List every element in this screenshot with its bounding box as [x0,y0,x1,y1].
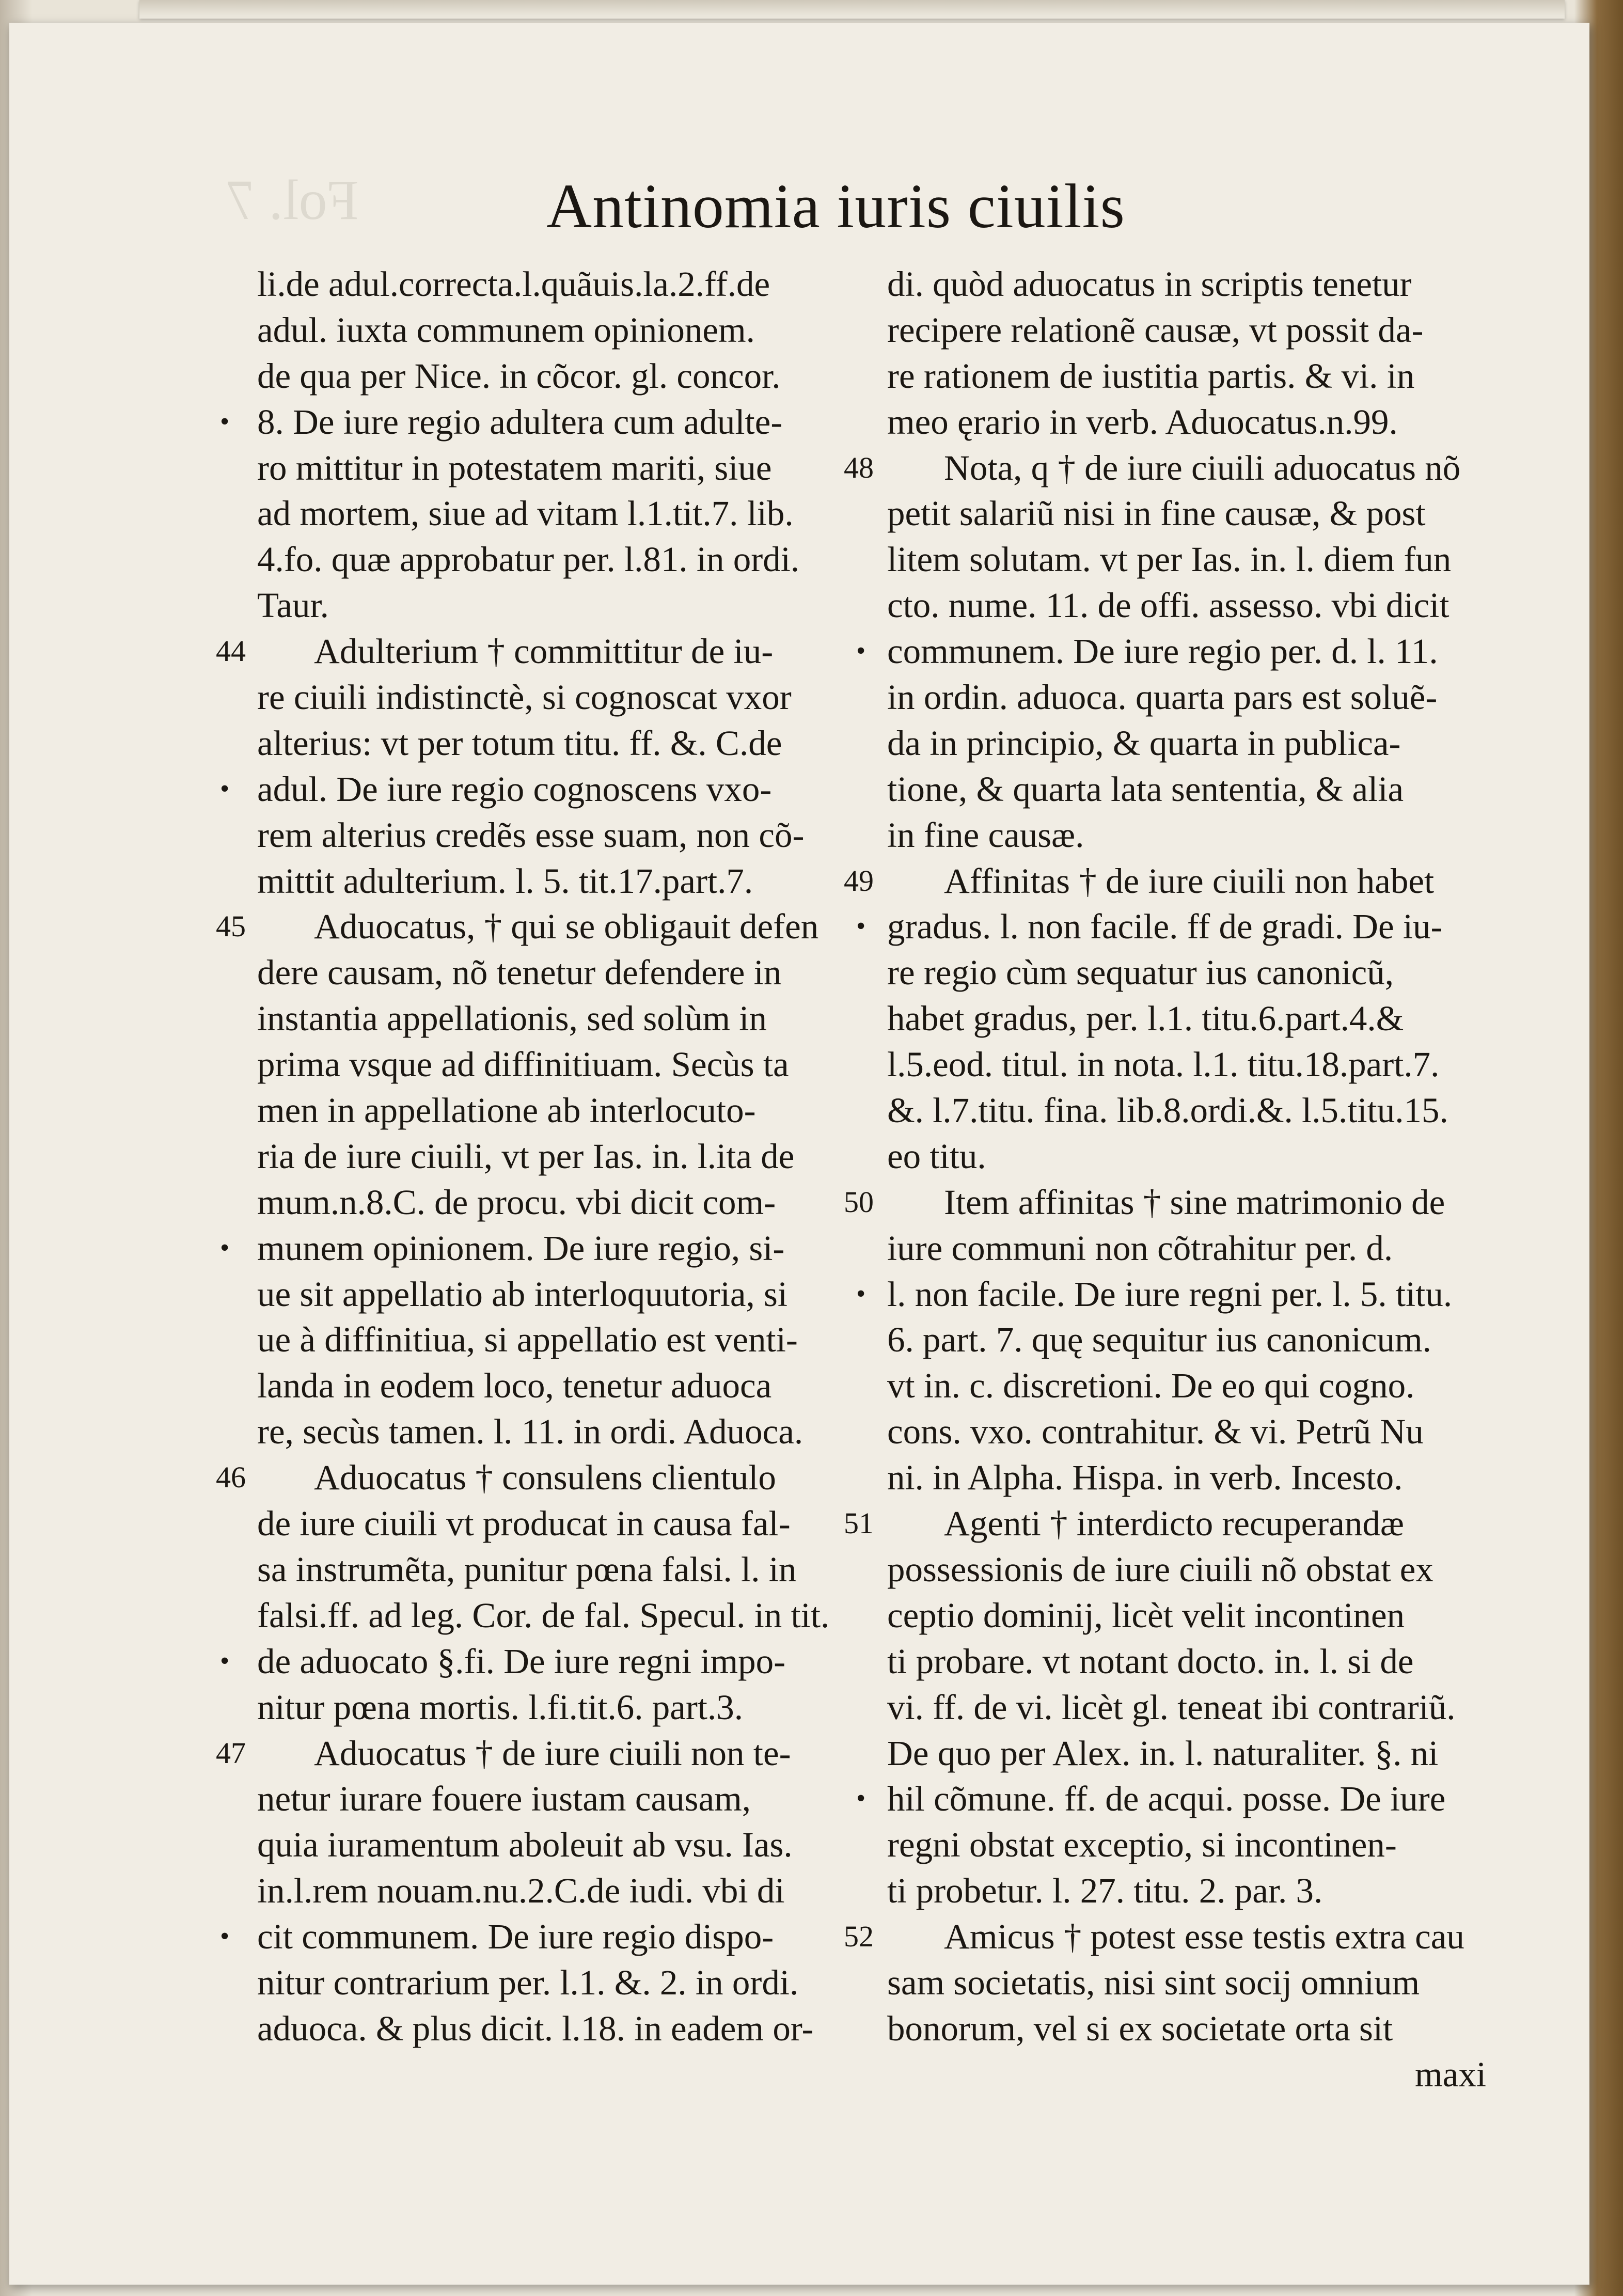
line-text: meo ęrario in verb. Aduocatus.n.99. [887,402,1398,442]
text-line [887,261,1507,307]
line-text: communem. De iure regio per. d. l. 11. [887,632,1438,671]
line-text: instantia appellationis, sed solùm in [257,999,767,1039]
line-text: recipere relationẽ causæ, vt possit da- [887,310,1424,350]
text-line [887,1409,1507,1455]
line-text: Amicus † potest esse testis extra cau [944,1917,1464,1957]
margin-bullet: • [220,1922,230,1952]
text-line [887,537,1507,583]
line-text: cons. vxo. contrahitur. & vi. Petrũ Nu [887,1412,1424,1452]
paragraph-number: 49 [844,863,874,898]
line-text: ue sit appellatio ab interloquutoria, si [257,1274,788,1314]
margin-bullet: • [856,1279,866,1309]
line-text: De quo per Alex. in. l. naturaliter. §. ni [887,1733,1439,1773]
text-line [220,1914,877,1960]
line-text: Item affinitas † sine matrimonio de [944,1182,1445,1222]
line-text: re, secùs tamen. l. 11. in ordi. Aduoca. [257,1412,803,1452]
line-text: men in appellatione ab interlocuto- [257,1091,756,1130]
text-line [216,904,877,950]
text-line [257,491,877,537]
line-text: re regio cùm sequatur ius canonicũ, [887,953,1394,993]
catchword: maxi [1415,2054,1486,2094]
text-line [257,307,877,353]
paragraph-number: 50 [844,1185,874,1219]
line-text: ti probare. vt notant docto. in. l. si de [887,1641,1414,1681]
line-text: de qua per Nice. in cõcor. gl. concor. [257,356,781,396]
text-line [887,1088,1507,1134]
text-line [257,812,877,858]
text-line [887,1685,1507,1731]
text-line [887,491,1507,537]
text-line [220,399,877,445]
line-text: litem solutam. vt per Ias. in. l. diem fun [887,540,1452,579]
line-text: re ciuili indistinctè, si cognoscat vxor [257,678,792,717]
line-text: hil cõmune. ff. de acqui. posse. De iure [887,1779,1446,1819]
line-text: habet gradus, per. l.1. titu.6.part.4.& [887,999,1404,1039]
text-line [887,1042,1507,1088]
text-line [844,445,1507,491]
paragraph-number: 48 [844,450,874,484]
text-line [257,1317,877,1363]
line-text: landa in eodem loco, tenetur aduoca [257,1366,772,1406]
text-line [844,1501,1507,1547]
line-text: aduoca. & plus dicit. l.18. in eadem or- [257,2008,814,2048]
line-text: 6. part. 7. quę sequitur ius canonicum. [887,1320,1431,1360]
text-line [257,1042,877,1088]
margin-bullet: • [856,911,866,941]
text-line [887,996,1507,1042]
text-line [887,1822,1507,1868]
line-text: nitur contrarium per. l.1. &. 2. in ordi. [257,1962,799,2002]
margin-bullet: • [220,406,230,436]
text-line [844,1914,1507,1960]
line-text: in ordin. aduoca. quarta pars est soluẽ- [887,678,1438,717]
line-text: prima vsque ad diffinitiuam. Secùs ta [257,1045,789,1084]
line-text: da in principio, & quarta in publica- [887,723,1401,763]
line-text: alterius: vt per totum titu. ff. &. C.de [257,723,782,763]
text-line [257,1685,877,1731]
text-line [257,674,877,720]
paragraph-number: 45 [216,909,246,943]
text-line [887,2006,1507,2052]
text-line [257,583,877,628]
line-text: mittit adulterium. l. 5. tit.17.part.7. [257,861,753,901]
text-line [257,1088,877,1134]
line-text: quia iuramentum aboleuit ab vsu. Ias. [257,1825,793,1865]
text-line [887,950,1507,996]
line-text: adul. De iure regio cognoscens vxo- [257,769,772,809]
line-text: Aduocatus † consulens clientulo [314,1458,776,1498]
text-line [257,537,877,583]
text-line [257,1822,877,1868]
running-head: Antinomia iuris ciuilis [546,171,1125,241]
text-line [257,1593,877,1639]
line-text: adul. iuxta communem opinionem. [257,310,755,350]
text-line [220,1639,877,1685]
text-line [887,2052,1507,2098]
paragraph-number: 47 [216,1736,246,1770]
text-line [887,1317,1507,1363]
line-text: Agenti † interdicto recuperandæ [944,1504,1404,1544]
text-line [257,858,877,904]
right-column [844,261,1507,2098]
text-line [887,399,1507,445]
line-text: sa instrumẽta, punitur pœna falsi. l. in [257,1549,797,1589]
line-text: in.l.rem nouam.nu.2.C.de iudi. vbi di [257,1871,785,1911]
text-line [887,1134,1507,1180]
margin-bullet: • [220,774,230,804]
line-text: nitur pœna mortis. l.fi.tit.6. part.3. [257,1687,743,1727]
line-text: ue à diffinitiua, si appellatio est venti- [257,1320,798,1360]
text-line [257,720,877,766]
margin-bullet: • [220,1233,230,1263]
text-line [257,2006,877,2052]
margin-bullet: • [856,1784,866,1814]
text-line [856,1776,1507,1822]
text-line [856,1271,1507,1317]
text-line [257,1134,877,1180]
line-text: ad mortem, siue ad vitam l.1.tit.7. lib. [257,494,794,533]
text-line [220,766,877,812]
line-text: Affinitas † de iure ciuili non habet [944,861,1435,901]
line-text: mum.n.8.C. de procu. vbi dicit com- [257,1182,776,1222]
margin-bullet: • [856,636,866,666]
line-text: in fine causæ. [887,815,1084,855]
line-text: l. non facile. De iure regni per. l. 5. titu. [887,1274,1453,1314]
line-text: re rationem de iustitia partis. & vi. in [887,356,1415,396]
line-text: Nota, q † de iure ciuili aduocatus nõ [944,448,1461,487]
paragraph-number: 51 [844,1506,874,1540]
text-line [257,996,877,1042]
text-line [887,720,1507,766]
line-text: de aduocato §.fi. De iure regni impo- [257,1641,786,1681]
text-line [887,674,1507,720]
margin-bullet: • [220,1646,230,1676]
text-line [257,1776,877,1822]
text-line [887,1547,1507,1593]
text-line [257,1363,877,1409]
line-text: cit communem. De iure regio dispo- [257,1917,774,1957]
text-line [887,1868,1507,1914]
text-line [216,628,877,674]
text-line [257,950,877,996]
text-line [844,858,1507,904]
text-line [887,353,1507,399]
text-line [257,1271,877,1317]
text-line [257,1501,877,1547]
line-text: di. quòd aduocatus in scriptis tenetur [887,264,1412,304]
line-text: ceptio dominij, licèt velit incontinen [887,1595,1405,1635]
text-line [887,583,1507,628]
line-text: falsi.ff. ad leg. Cor. de fal. Specul. in tit. [257,1595,830,1635]
line-text: munem opinionem. De iure regio, si- [257,1228,785,1268]
line-text: possessionis de iure ciuili nõ obstat ex [887,1549,1433,1589]
text-line [216,1455,877,1501]
text-line [887,1593,1507,1639]
text-line [216,1731,877,1776]
line-text: ti probetur. l. 27. titu. 2. par. 3. [887,1871,1323,1911]
line-text: tione, & quarta lata sententia, & alia [887,769,1404,809]
text-line [887,812,1507,858]
line-text: 8. De iure regio adultera cum adulte- [257,402,783,442]
bleed-through-text: Fol. 7 [226,168,359,231]
line-text: vi. ff. de vi. licèt gl. teneat ibi contrariũ. [887,1687,1456,1727]
line-text: Aduocatus, † qui se obligauit defen [314,907,819,947]
next-page-edge [139,0,1565,19]
line-text: l.5.eod. titul. in nota. l.1. titu.18.part.7. [887,1045,1440,1084]
line-text: de iure ciuili vt producat in causa fal- [257,1504,791,1544]
text-line [220,1225,877,1271]
text-line [887,766,1507,812]
text-line [257,1409,877,1455]
line-text: ro mittitur in potestatem mariti, siue [257,448,772,487]
text-line [887,307,1507,353]
text-line [887,1455,1507,1501]
line-text: regni obstat exceptio, si incontinen- [887,1825,1397,1865]
text-line [844,1180,1507,1225]
line-text: sam societatis, nisi sint socij omnium [887,1962,1420,2002]
text-line [856,628,1507,674]
paragraph-number: 52 [844,1920,874,1954]
line-text: &. l.7.titu. fina. lib.8.ordi.&. l.5.titu.15. [887,1091,1448,1130]
line-text: cto. nume. 11. de offi. assesso. vbi dicit [887,586,1449,625]
line-text: bonorum, vel si ex societate orta sit [887,2008,1393,2048]
text-line [257,1868,877,1914]
line-text: vt in. c. discretioni. De eo qui cogno. [887,1366,1415,1406]
line-text: li.de adul.correcta.l.quãuis.la.2.ff.de [257,264,770,304]
line-text: petit salariũ nisi in fine causæ, & post [887,494,1426,533]
text-line [257,445,877,491]
book-page [9,23,1589,2285]
text-line [257,1547,877,1593]
text-line [887,1960,1507,2006]
text-line [257,1180,877,1225]
line-text: ria de iure ciuili, vt per Ias. in. l.ita de [257,1136,795,1176]
text-line [856,904,1507,950]
text-line [887,1639,1507,1685]
text-line [257,1960,877,2006]
line-text: Taur. [257,586,329,625]
line-text: Adulterium † committitur de iu- [314,632,774,671]
line-text: 4.fo. quæ approbatur per. l.81. in ordi. [257,540,800,579]
line-text: iure communi non cõtrahitur per. d. [887,1228,1393,1268]
text-line [887,1363,1507,1409]
line-text: dere causam, nõ tenetur defendere in [257,953,782,993]
line-text: Aduocatus † de iure ciuili non te- [314,1733,791,1773]
text-line [257,353,877,399]
text-line [257,261,877,307]
line-text: netur iurare fouere iustam causam, [257,1779,751,1819]
paragraph-number: 44 [216,634,246,668]
paragraph-number: 46 [216,1460,246,1495]
line-text: rem alterius credẽs esse suam, non cõ- [257,815,805,855]
text-line [887,1731,1507,1776]
line-text: ni. in Alpha. Hispa. in verb. Incesto. [887,1458,1403,1498]
left-column [216,261,877,2052]
text-line [887,1225,1507,1271]
line-text: eo titu. [887,1136,986,1176]
line-text: gradus. l. non facile. ff de gradi. De iu- [887,907,1443,947]
